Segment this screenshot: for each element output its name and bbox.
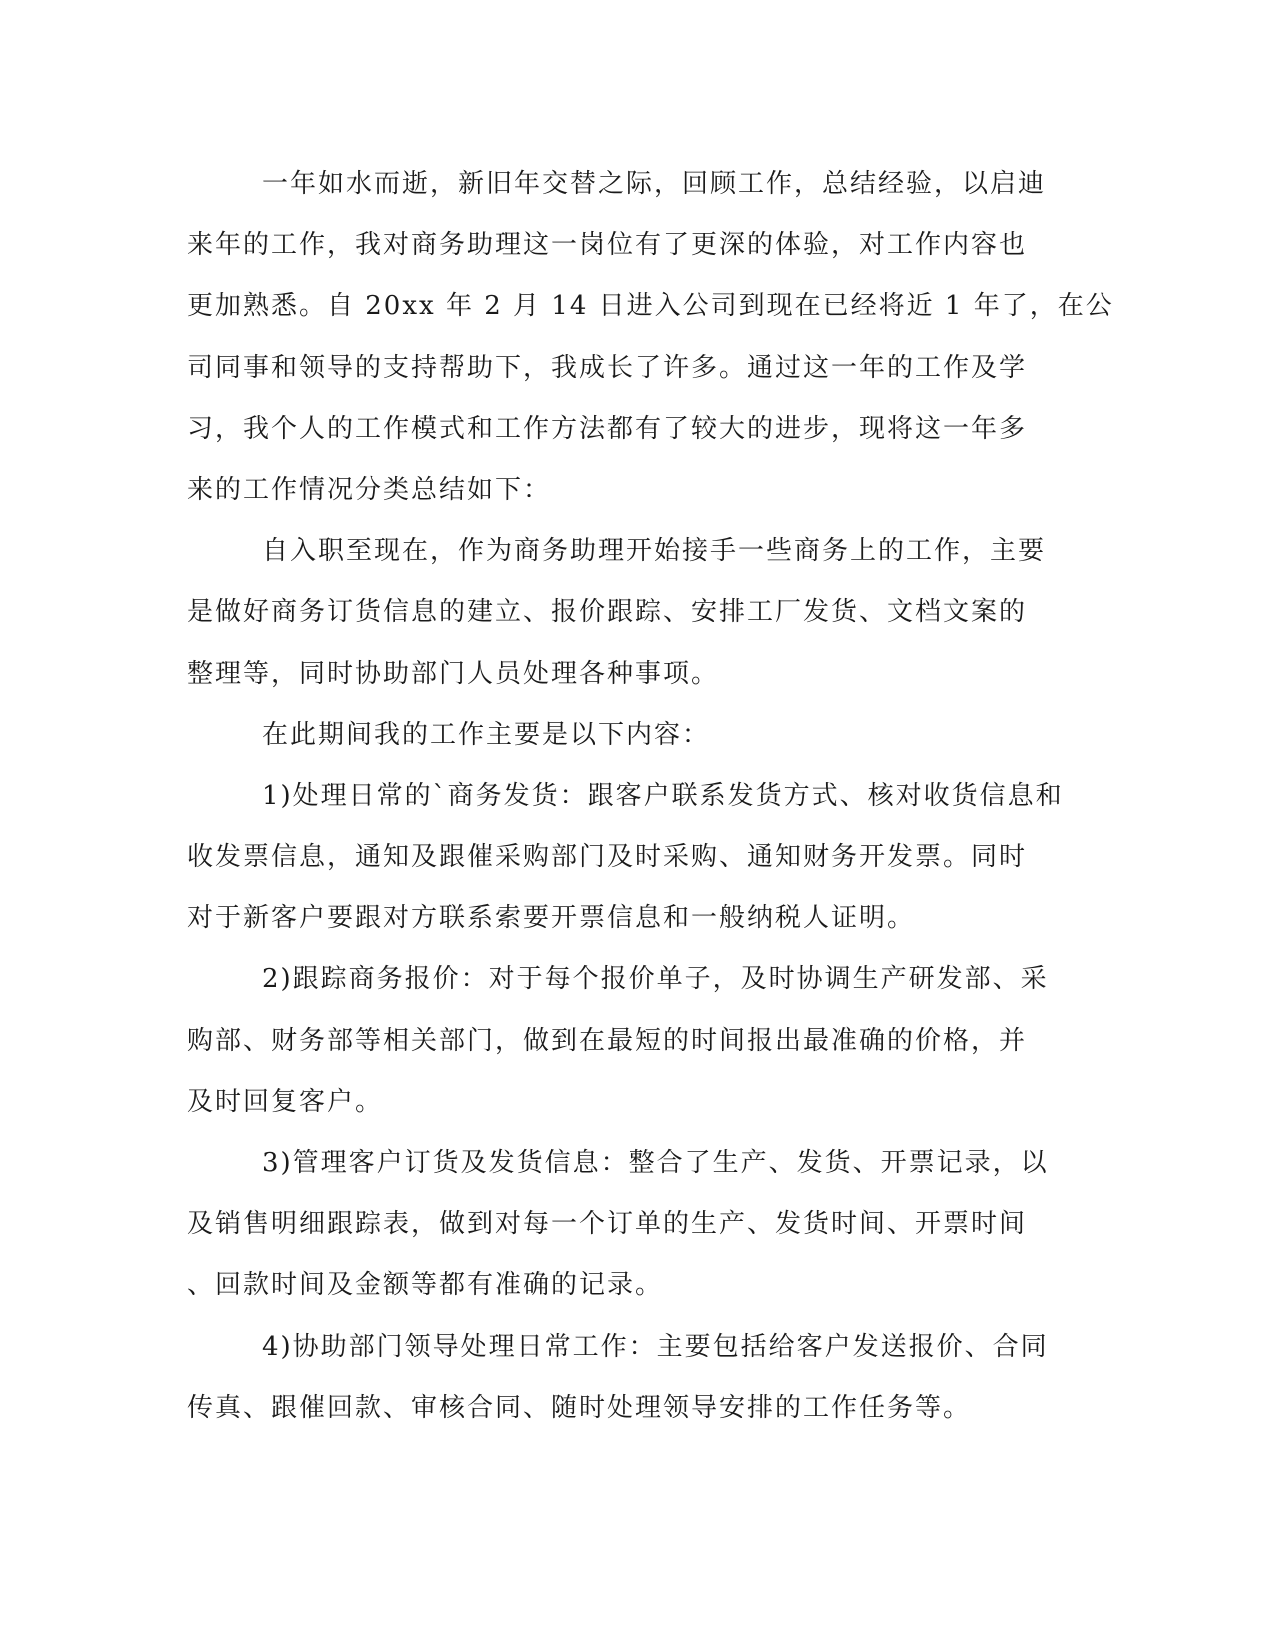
text-line: 在此期间我的工作主要是以下内容： [262, 719, 711, 750]
text-line: 自入职至现在，作为商务助理开始接手一些商务上的工作，主要 [262, 536, 1047, 567]
text-line: 2)跟踪商务报价：对于每个报价单子，及时协调生产研发部、采 [262, 964, 1049, 995]
text-line: 是做好商务订货信息的建立、报价跟踪、安排工厂发货、文档文案的 [187, 597, 1028, 628]
text-line: 一年如水而逝，新旧年交替之际，回顾工作，总结经验，以启迪 [262, 169, 1047, 199]
text-line: 司同事和领导的支持帮助下，我成长了许多。通过这一年的工作及学 [187, 352, 1028, 383]
text-line: 4)协助部门领导处理日常工作：主要包括给客户发送报价、合同 [262, 1331, 1049, 1362]
text-line: 整理等，同时协助部门人员处理各种事项。 [187, 658, 720, 689]
document-body [187, 154, 1114, 1439]
text-line: 来年的工作，我对商务助理这一岗位有了更深的体验，对工作内容也 [187, 230, 1028, 261]
text-line: 1)处理日常的`商务发货：跟客户联系发货方式、核对收货信息和 [262, 780, 1064, 811]
text-line: 传真、跟催回款、审核合同、随时处理领导安排的工作任务等。 [187, 1392, 972, 1423]
text-line: 收发票信息，通知及跟催采购部门及时采购、通知财务开发票。同时 [187, 842, 1028, 873]
text-line: 更加熟悉。自 20xx 年 2 月 14 日进入公司到现在已经将近 1 年了，在公 [187, 291, 1114, 322]
text-line: 购部、财务部等相关部门，做到在最短的时间报出最准确的价格，并 [187, 1025, 1028, 1056]
text-line: 习，我个人的工作模式和工作方法都有了较大的进步，现将这一年多 [187, 413, 1028, 444]
text-line: 及时回复客户。 [187, 1086, 384, 1117]
text-line: 来的工作情况分类总结如下： [187, 474, 552, 505]
text-line: 及销售明细跟踪表，做到对每一个订单的生产、发货时间、开票时间 [187, 1209, 1028, 1240]
text-line: 3)管理客户订货及发货信息：整合了生产、发货、开票记录，以 [262, 1148, 1049, 1178]
text-line: 、回款时间及金额等都有准确的记录。 [187, 1270, 664, 1301]
text-line: 对于新客户要跟对方联系索要开票信息和一般纳税人证明。 [187, 903, 916, 934]
